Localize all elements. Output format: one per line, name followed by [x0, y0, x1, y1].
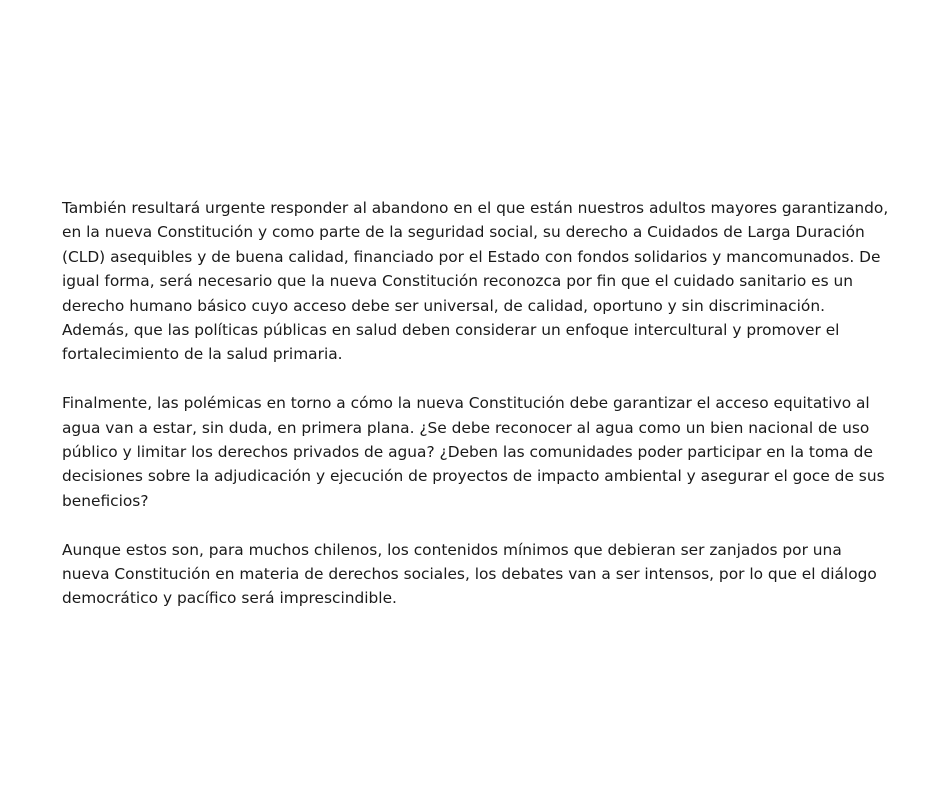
- paragraph-line: derecho humano básico cuyo acceso debe ser universal, de calidad, oportuno y sin discriminación.: [62, 296, 825, 315]
- article-body: [62, 196, 889, 611]
- paragraph-line: beneficios?: [62, 491, 149, 510]
- paragraph-line: público y limitar los derechos privados de agua? ¿Deben las comunidades poder participar en la toma de: [62, 443, 873, 462]
- paragraph-line: decisiones sobre la adjudicación y ejecución de proyectos de impacto ambiental y asegurar el goce de sus: [62, 467, 885, 486]
- paragraph-line: agua van a estar, sin duda, en primera plana. ¿Se debe reconocer al agua como un bien nacional de uso: [62, 418, 870, 437]
- paragraph-water-rights: [62, 391, 884, 513]
- paragraph-line: También resultará urgente responder al abandono en el que están nuestros adultos mayores garantizando,: [62, 199, 889, 217]
- paragraph-line: igual forma, será necesario que la nueva Constitución reconozca por fin que el cuidado sanitario es un: [62, 272, 854, 291]
- paragraph-line: en la nueva Constitución y como parte de la seguridad social, su derecho a Cuidados de Larga Duración: [62, 223, 865, 242]
- paragraph-line: democrático y pacífico será imprescindible.: [62, 589, 397, 608]
- paragraph-line: (CLD) asequibles y de buena calidad, financiado por el Estado con fondos solidarios y mancomunados. De: [62, 247, 881, 266]
- paragraph-line: Finalmente, las polémicas en torno a cómo la nueva Constitución debe garantizar el acceso equitativo al: [62, 394, 870, 413]
- paragraph-social-security-health: [62, 196, 889, 367]
- paragraph-line: Además, que las políticas públicas en salud deben considerar un enfoque intercultural y promover el: [62, 321, 840, 340]
- paragraph-line: Aunque estos son, para muchos chilenos, los contenidos mínimos que debieran ser zanjados por una: [62, 540, 842, 559]
- paragraph-line: nueva Constitución en materia de derechos sociales, los debates van a ser intensos, por lo que el diálogo: [62, 565, 877, 584]
- paragraph-line: fortalecimiento de la salud primaria.: [62, 345, 343, 364]
- paragraph-conclusion: [62, 538, 884, 611]
